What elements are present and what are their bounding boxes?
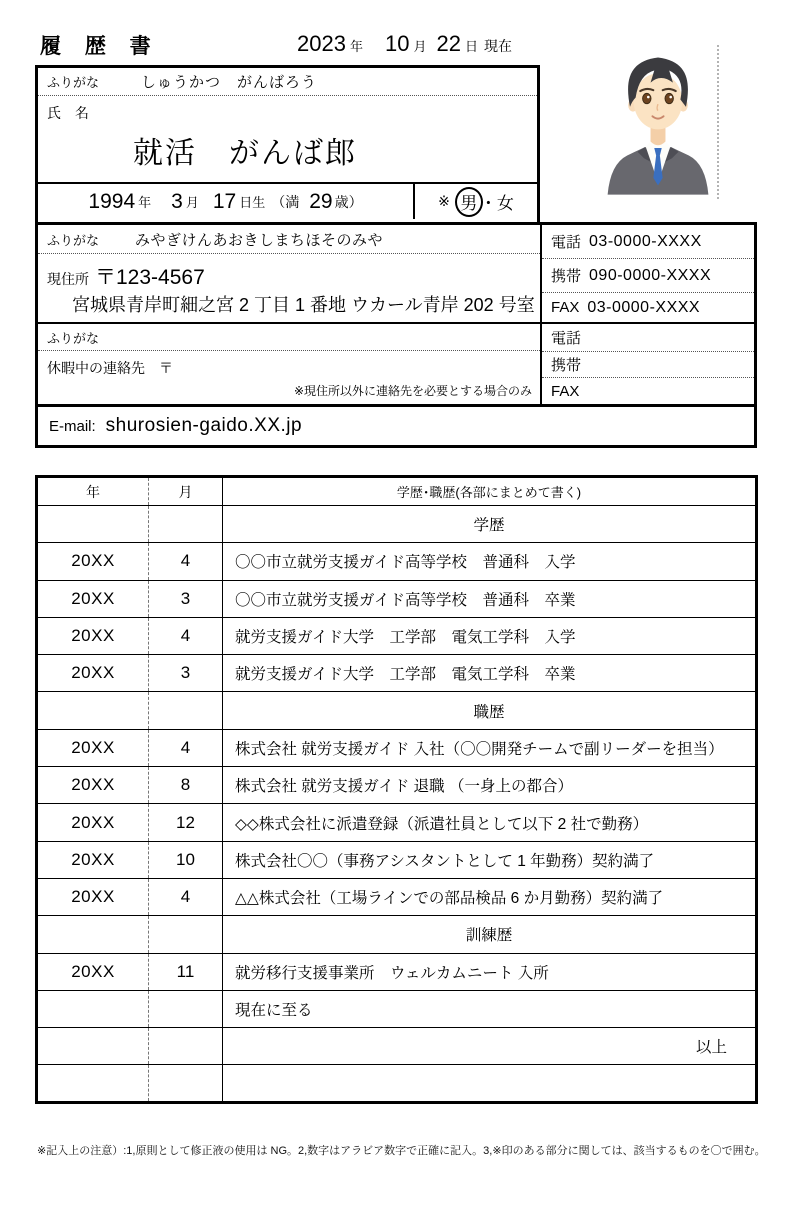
current-date: [297, 31, 512, 57]
alt-fax-label: FAX: [551, 382, 580, 400]
address-furigana-row: [38, 225, 540, 254]
date-day-unit: 日: [464, 39, 478, 54]
email-row: [35, 407, 757, 448]
month-cell: 4: [149, 543, 223, 580]
gender-cell: [415, 184, 537, 219]
age-value: 29: [309, 189, 333, 213]
fax-row: [542, 293, 754, 324]
description-cell: 訓練歴: [465, 927, 513, 945]
date-month-unit: 月: [413, 39, 427, 54]
address-label: 現住所: [47, 271, 89, 287]
furigana-label: ふりがな: [47, 75, 100, 90]
month-cell: 11: [149, 953, 223, 990]
mobile-row: [542, 259, 754, 293]
year-column-header: 年: [37, 477, 149, 506]
month-cell: [149, 916, 223, 953]
description-cell: 就労移行支援事業所 ウェルカムニート 入所: [235, 964, 549, 982]
table-row: [37, 506, 757, 543]
description-cell: 以上: [695, 1039, 727, 1057]
table-row: [37, 841, 757, 878]
description-cell: [223, 1065, 757, 1102]
phone-value: 03-0000-XXXX: [589, 232, 702, 250]
year-cell: 20XX: [37, 767, 149, 804]
month-cell: 10: [149, 841, 223, 878]
id-photo: [602, 45, 719, 199]
mobile-label: 携帯: [551, 268, 582, 285]
alt-phone-label: 電話: [551, 330, 582, 347]
date-year-unit: 年: [349, 39, 363, 54]
mobile-value: 090-0000-XXXX: [589, 266, 712, 284]
furigana-label: ふりがな: [47, 232, 100, 248]
phone-row: [542, 225, 754, 259]
month-cell: [149, 692, 223, 729]
description-cell: 就労支援ガイド大学 工学部 電気工学科 卒業: [235, 666, 576, 684]
name-furigana-row: [38, 68, 537, 96]
table-row: [37, 692, 757, 729]
table-row: [37, 617, 757, 654]
year-cell: 20XX: [37, 617, 149, 654]
description-cell: 職歴: [473, 703, 505, 721]
history-table-body: [37, 506, 757, 1103]
year-cell: 20XX: [37, 729, 149, 766]
year-cell: [37, 990, 149, 1027]
month-column-header: 月: [149, 477, 223, 506]
date-suffix: 現在: [483, 38, 512, 54]
gender-female: 女: [496, 194, 514, 213]
birth-day: 17: [212, 189, 237, 213]
fax-label: FAX: [551, 299, 580, 316]
current-address-block: [38, 254, 540, 324]
table-row: [37, 767, 757, 804]
description-column-header: 学歴･職歴(各部にまとめて書く): [223, 477, 757, 506]
table-row: [37, 916, 757, 953]
month-cell: 12: [149, 804, 223, 841]
birth-day-unit: 日生: [239, 195, 266, 210]
description-cell: 株式会社 就労支援ガイド 入社（〇〇開発チームで副リーダーを担当）: [235, 740, 724, 758]
year-cell: 20XX: [37, 841, 149, 878]
history-header-row: [37, 477, 757, 506]
alt-furigana-row: [38, 324, 540, 351]
gender-note-mark: ※: [438, 193, 450, 209]
gender-separator: ・: [479, 194, 497, 213]
table-row: [37, 543, 757, 580]
footnote: ※記入上の注意）:1,原則として修正液の使用は NG。2,数字はアラビア数字で正確に記入。3,※印のある部分に関しては、該当するものを〇で囲む。: [37, 1145, 766, 1157]
year-cell: [37, 1028, 149, 1065]
description-cell: △△株式会社（工場ラインでの部品検品 6 か月勤務）契約満了: [235, 890, 664, 908]
name-furigana-value: しゅうかつ がんばろう: [141, 74, 318, 91]
age-paren-close: 歳）: [334, 193, 363, 210]
month-cell: [149, 1065, 223, 1102]
description-cell: 〇〇市立就労支援ガイド高等学校 普通科 卒業: [235, 591, 576, 609]
table-row: [37, 1065, 757, 1102]
name-label: 氏 名: [47, 105, 89, 121]
year-cell: 20XX: [37, 655, 149, 692]
table-row: [37, 580, 757, 617]
birth-year-unit: 年: [138, 195, 152, 210]
name-row: [38, 96, 537, 184]
table-row: [37, 990, 757, 1027]
personal-info-box: [35, 65, 540, 222]
month-cell: 4: [149, 878, 223, 915]
vacation-contact-note: ※現住所以外に連絡先を必要とする場合のみ: [293, 384, 532, 398]
table-row: [37, 655, 757, 692]
table-row: [37, 729, 757, 766]
year-cell: 20XX: [37, 543, 149, 580]
description-cell: 〇〇市立就労支援ガイド高等学校 普通科 入学: [235, 554, 576, 572]
birth-year: 1994: [88, 189, 136, 213]
alt-mobile-label: 携帯: [551, 357, 582, 374]
month-cell: 3: [149, 655, 223, 692]
alt-phone-row: [542, 324, 754, 352]
year-cell: [37, 692, 149, 729]
description-cell: 株式会社〇〇（事務アシスタントとして 1 年勤務）契約満了: [235, 852, 655, 870]
description-cell: 学歴: [473, 517, 505, 535]
description-cell: ◇◇株式会社に派遣登録（派遣社員として以下 2 社で勤務）: [235, 815, 649, 833]
year-cell: 20XX: [37, 580, 149, 617]
table-row: [37, 953, 757, 990]
month-cell: [149, 1028, 223, 1065]
birth-month: 3: [171, 189, 183, 213]
page-title: 履 歴 書: [40, 35, 160, 58]
month-cell: 3: [149, 580, 223, 617]
alt-mobile-row: [542, 352, 754, 378]
description-cell: 株式会社 就労支援ガイド 退職 （一身上の都合）: [235, 778, 573, 796]
date-year: 2023: [297, 31, 346, 56]
year-cell: [37, 506, 149, 543]
gender-male-circled: 男: [455, 187, 483, 217]
description-cell: 就労支援ガイド大学 工学部 電気工学科 入学: [235, 629, 576, 647]
year-cell: [37, 1065, 149, 1102]
table-row: [37, 804, 757, 841]
vacation-contact-block: [38, 351, 540, 404]
address-contact-box: [35, 222, 757, 407]
age-paren-open: （満: [271, 193, 300, 210]
fax-value: 03-0000-XXXX: [587, 298, 701, 316]
date-day: 22: [436, 31, 461, 56]
month-cell: 8: [149, 767, 223, 804]
month-cell: [149, 506, 223, 543]
month-cell: 4: [149, 729, 223, 766]
history-table: [35, 475, 758, 1104]
year-cell: 20XX: [37, 953, 149, 990]
email-label: E-mail:: [49, 417, 96, 435]
phone-label: 電話: [551, 234, 582, 251]
avatar-illustration: [602, 45, 714, 195]
birth-row: [38, 184, 537, 219]
date-month: 10: [384, 31, 410, 56]
address-column: [38, 225, 540, 404]
year-cell: 20XX: [37, 878, 149, 915]
address-furigana-value: みやぎけんあおきしまちほそのみや: [135, 231, 384, 249]
postal-line: [47, 261, 205, 291]
furigana-label: ふりがな: [47, 330, 100, 346]
address-line: 宮城県青岸町細之宮 2 丁目 1 番地 ウカール青岸 202 号室: [72, 295, 535, 315]
postal-code: 〒123-4567: [95, 266, 205, 289]
vacation-contact-label: 休暇中の連絡先 〒: [47, 360, 173, 376]
email-value: shurosien-gaido.XX.jp: [105, 415, 303, 436]
month-cell: [149, 990, 223, 1027]
phone-column: [540, 225, 754, 404]
name-value: 就活 がんば郎: [133, 137, 357, 170]
table-row: [37, 1028, 757, 1065]
year-cell: [37, 916, 149, 953]
table-row: [37, 878, 757, 915]
birth-month-unit: 月: [185, 195, 199, 210]
description-cell: 現在に至る: [235, 1002, 313, 1019]
year-cell: 20XX: [37, 804, 149, 841]
birthdate-cell: [38, 184, 415, 219]
alt-fax-row: [542, 378, 754, 404]
month-cell: 4: [149, 617, 223, 654]
